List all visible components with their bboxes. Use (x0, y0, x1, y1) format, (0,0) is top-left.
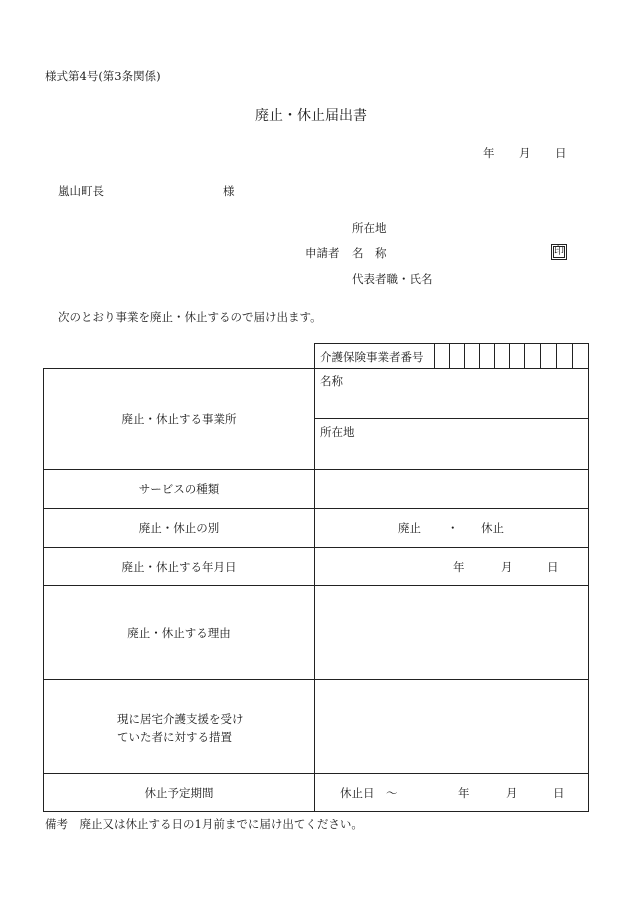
period-month: 月 (506, 786, 518, 800)
distinction-label: 廃止・休止の別 (138, 521, 220, 535)
table-line (43, 679, 589, 680)
table-line (43, 368, 44, 812)
form-number: 様式第4号(第3条関係) (45, 69, 161, 83)
date-year-field: 年 (453, 560, 465, 574)
period-start-label: 休止日 (340, 786, 375, 800)
digit-box-line (464, 343, 465, 368)
date-day-field: 日 (547, 560, 559, 574)
office-address-label: 所在地 (320, 425, 355, 439)
digit-box-line (509, 343, 510, 368)
option-suspend: 休止 (481, 521, 504, 535)
table-line (588, 343, 589, 812)
table-line (43, 773, 589, 774)
applicant-address-label: 所在地 (352, 221, 387, 235)
applicant-representative-label: 代表者職・氏名 (352, 272, 433, 286)
table-line (43, 368, 589, 369)
table-line (314, 343, 315, 812)
date-year-label: 年 (483, 146, 495, 160)
digit-box-line (449, 343, 450, 368)
measures-label-line2: ていた者に対する措置 (117, 730, 232, 744)
addressee-name: 嵐山町長 (58, 184, 104, 198)
applicant-name-label: 名 称 (352, 246, 387, 260)
period-label: 休止予定期間 (144, 786, 214, 800)
digit-box-line (524, 343, 525, 368)
digit-box-line (572, 343, 573, 368)
table-line (43, 585, 589, 586)
table-line (43, 811, 589, 812)
date-month-label: 月 (519, 146, 531, 160)
period-year: 年 (458, 786, 470, 800)
date-month-field: 月 (501, 560, 513, 574)
date-label: 廃止・休止する年月日 (121, 560, 237, 574)
page-title: 廃止・休止届出書 (255, 108, 367, 124)
reason-label: 廃止・休止する理由 (127, 626, 231, 640)
service-type-label: サービスの種類 (138, 482, 220, 496)
addressee-honorific: 様 (223, 184, 235, 198)
period-tilde: ～ (386, 786, 398, 800)
office-name-label: 名称 (320, 374, 343, 388)
table-line (314, 343, 589, 344)
table-line (43, 508, 589, 509)
digit-box-line (479, 343, 480, 368)
digit-box-line (556, 343, 557, 368)
provider-number-label: 介護保険事業者番号 (320, 350, 424, 364)
applicant-label: 申請者 (305, 246, 340, 260)
footnote: 備考 廃止又は休止する日の1月前までに届け出てください。 (45, 817, 363, 831)
seal-mark: 印 (551, 244, 567, 260)
table-line (314, 418, 589, 419)
digit-box-line (540, 343, 541, 368)
table-line (43, 547, 589, 548)
office-label: 廃止・休止する事業所 (121, 412, 237, 426)
intro-text: 次のとおり事業を廃止・休止するので届け出ます。 (58, 310, 322, 324)
digit-box-line (494, 343, 495, 368)
option-separator: ・ (447, 521, 459, 535)
period-day: 日 (553, 786, 565, 800)
measures-label-line1: 現に居宅介護支援を受け (117, 712, 244, 726)
option-abolish: 廃止 (398, 521, 421, 535)
table-line (434, 343, 435, 368)
date-day-label: 日 (555, 146, 567, 160)
table-line (43, 469, 589, 470)
